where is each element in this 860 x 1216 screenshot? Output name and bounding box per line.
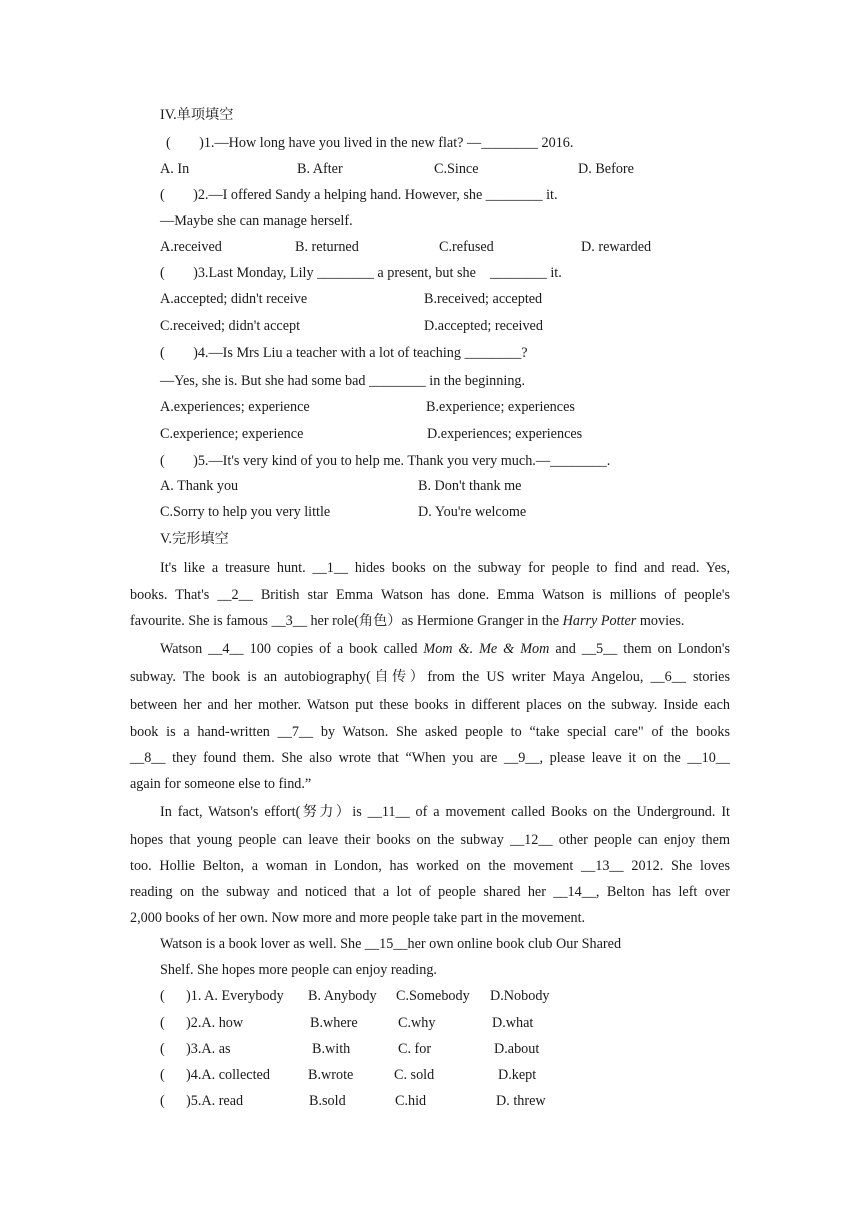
option-b: B.experience; experiences bbox=[426, 399, 575, 415]
passage-line: subway. The book is an autobiography(自传）from the US writer Maya Angelou, __6__ stories bbox=[130, 669, 730, 685]
passage-line: between her and her mother. Watson put these books in different places on the subway. Inside each bbox=[130, 697, 730, 713]
option-b: B. Don't thank me bbox=[418, 478, 522, 494]
passage-line: It's like a treasure hunt. __1__ hides books on the subway for people to find and read. Yes, bbox=[160, 560, 730, 576]
question-1: ( )1.—How long have you lived in the new flat? —________ 2016. bbox=[166, 135, 574, 151]
section-title: IV.单项填空 bbox=[160, 107, 234, 123]
passage-line: favourite. She is famous __3__ her role(角色）as Hermione Granger in the Harry Potter movies. bbox=[130, 613, 685, 629]
option-c: C.received; didn't accept bbox=[160, 318, 301, 334]
option-b: B.received; accepted bbox=[424, 291, 543, 307]
option-d: D.Nobody bbox=[490, 988, 550, 1004]
question-4: ( )4.—Is Mrs Liu a teacher with a lot of teaching ________? bbox=[160, 345, 528, 361]
passage-line: 2,000 books of her own. Now more and more people take part in the movement. bbox=[130, 910, 586, 926]
section-title: V.完形填空 bbox=[160, 531, 229, 547]
cloze-question: ( )2.A. how bbox=[160, 1015, 244, 1031]
passage-line: In fact, Watson's effort(努力）is __11__ of a movement called Books on the Underground. It bbox=[160, 804, 730, 820]
option-b: B.sold bbox=[309, 1093, 346, 1109]
question-3: ( )3.Last Monday, Lily ________ a present, but she ________ it. bbox=[160, 265, 562, 281]
passage-line: reading on the subway and noticed that a lot of people shared her __14__, Belton has left over bbox=[130, 884, 730, 900]
option-a: A.received bbox=[160, 239, 222, 255]
option-c: C.Since bbox=[434, 161, 479, 177]
question-2: ( )2.—I offered Sandy a helping hand. However, she ________ it. bbox=[160, 187, 558, 203]
question-4-reply: —Yes, she is. But she had some bad ________ in the beginning. bbox=[160, 373, 526, 389]
question-2-reply: —Maybe she can manage herself. bbox=[160, 213, 353, 229]
option-b: B. After bbox=[297, 161, 343, 177]
option-c: C.experience; experience bbox=[160, 426, 304, 442]
option-d: D. threw bbox=[496, 1093, 546, 1109]
option-a: A.experiences; experience bbox=[160, 399, 310, 415]
passage-line: Shelf. She hopes more people can enjoy reading. bbox=[160, 962, 437, 978]
option-c: C.Somebody bbox=[396, 988, 470, 1004]
cloze-question: ( )3.A. as bbox=[160, 1041, 231, 1057]
option-d: D.experiences; experiences bbox=[427, 426, 583, 442]
option-d: D. Before bbox=[578, 161, 634, 177]
cloze-question: ( )4.A. collected bbox=[160, 1067, 270, 1083]
passage-line: Watson is a book lover as well. She __15__her own online book club Our Shared bbox=[160, 936, 622, 952]
cloze-question: ( )5.A. read bbox=[160, 1093, 244, 1109]
book-title: Mom &. Me & Mom bbox=[423, 641, 550, 657]
option-b: B.with bbox=[312, 1041, 351, 1057]
passage-line: hopes that young people can leave their books on the subway __12__ other people can enjoy them bbox=[130, 832, 730, 848]
option-b: B.where bbox=[310, 1015, 358, 1031]
option-d: D.about bbox=[494, 1041, 540, 1057]
passage-line: too. Hollie Belton, a woman in London, has worked on the movement __13__ 2012. She loves bbox=[130, 858, 730, 874]
passage-line: Watson __4__ 100 copies of a book called Mom &. Me & Mom and __5__ them on London's bbox=[160, 641, 730, 657]
option-d: D.accepted; received bbox=[424, 318, 543, 334]
option-b: B. Anybody bbox=[308, 988, 377, 1004]
option-d: D. rewarded bbox=[581, 239, 652, 255]
passage-line: __8__ they found them. She also wrote that “When you are __9__, please leave it on the __10__ bbox=[130, 750, 730, 766]
option-c: C.Sorry to help you very little bbox=[160, 504, 331, 520]
passage-line: books. That's __2__ British star Emma Watson has done. Emma Watson is millions of people's bbox=[130, 587, 730, 603]
passage-line: book is a hand-written __7__ by Watson. She asked people to “take special care" of the books bbox=[130, 724, 730, 740]
option-a: A. In bbox=[160, 161, 190, 177]
cloze-question: ( )1. A. Everybody bbox=[160, 988, 284, 1004]
option-d: D.what bbox=[492, 1015, 534, 1031]
option-c: C.refused bbox=[439, 239, 494, 255]
book-title: Harry Potter bbox=[562, 613, 637, 629]
option-a: A. Thank you bbox=[160, 478, 239, 494]
option-c: C. sold bbox=[394, 1067, 435, 1083]
option-d: D. You're welcome bbox=[418, 504, 527, 520]
option-b: B.wrote bbox=[308, 1067, 354, 1083]
option-c: C.why bbox=[398, 1015, 436, 1031]
question-5: ( )5.—It's very kind of you to help me. Thank you very much.—________. bbox=[160, 453, 611, 469]
option-d: D.kept bbox=[498, 1067, 537, 1083]
option-c: C.hid bbox=[395, 1093, 427, 1109]
option-a: A.accepted; didn't receive bbox=[160, 291, 308, 307]
passage-line: again for someone else to find.” bbox=[130, 776, 312, 792]
option-b: B. returned bbox=[295, 239, 359, 255]
option-c: C. for bbox=[398, 1041, 432, 1057]
